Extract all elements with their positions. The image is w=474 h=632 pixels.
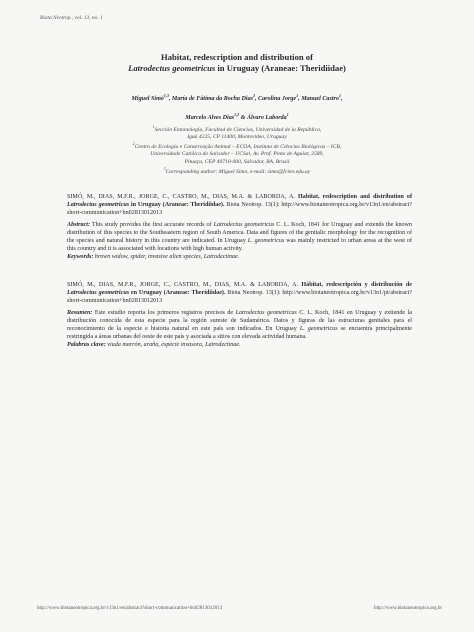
affiliation-line: Iguá 4225, CP 11400, Montevideo, Uruguay <box>187 134 287 141</box>
citation-title-part: en Uruguay (Araneae: Theridiidae). <box>129 290 226 297</box>
affiliation-line: Pituaçu, CEP 40710-000, Salvador, BA, Brasil <box>184 158 290 165</box>
author-name: Álvaro Laborda <box>246 115 287 122</box>
keywords-text: brown widow, spider, invasive alien species, Latrodectinae. <box>93 254 240 261</box>
title-rest: in Uruguay (Araneae: Theridiidae) <box>215 63 346 73</box>
author-name: Marcelo Alves Dias <box>185 115 235 122</box>
footer-url-right[interactable]: http://www.biotaneotropica.org.br <box>373 606 442 611</box>
abstract-species: L. geometricus <box>299 326 338 333</box>
title-line-1: Habitat, redescription and distribution of <box>161 52 313 62</box>
abstract-label: Resumen: <box>67 310 93 316</box>
abstract-text: C. L. Koch, 1841 en Uruguay y extiende la distribución conocida de esta especie para la región sureste de Sudamérica. Datos y figuras de las estructuras genitales para el reconocimiento de la especie e historia natural en este país son indicados. En Uruguay <box>67 310 412 333</box>
citation-authors: SIMÓ, M., DIAS, M.F.R., JORGE, C., CASTRO, M., DIAS, M.A. & LABORDA, A. <box>67 282 302 288</box>
abstract-species: Latrodectus geometricus <box>235 310 297 316</box>
author-list <box>40 88 434 126</box>
author-separator: , <box>168 96 172 103</box>
citation-title-part: in Uruguay (Araneae: Theridiidae). <box>129 202 225 209</box>
author-affiliation-mark: 1 <box>296 93 299 98</box>
footer-url-left[interactable]: http://www.biotaneotropica.org.br/v13n1/en/abstract?short-communication+bn02813012013 <box>37 606 223 611</box>
citation-english <box>67 193 412 217</box>
title-line-2 <box>40 63 434 74</box>
abstract-text: Este estudio reporta los primeros registros precisos de <box>92 310 236 316</box>
author-affiliation-mark: 1,2 <box>234 112 240 118</box>
affiliation-line: Universidade Católica do Salvador – UCSal, Av. Prof. Pinto de Aguiar, 2589, <box>150 151 324 158</box>
abstract-text: C. L. Koch, 1841 for Uruguay and extends the known distribution of this species to the Southeastern region of South America. Data and figures of the genitalic morphology for the recognition of the species and natural history in this country are indicated. In Uruguay <box>67 222 412 245</box>
author-separator: , <box>255 96 259 103</box>
author-name: Carolina Jorge <box>258 96 297 103</box>
author-separator: , <box>298 96 302 103</box>
affiliation-line <box>60 124 414 134</box>
affiliation-line <box>60 166 414 176</box>
abstract-english <box>67 221 412 261</box>
affiliation-text: Corresponding author: Miguel Simó, e-mail: simo@fcien.edu.uy <box>165 168 311 175</box>
author-name: Miguel Simó <box>131 96 164 103</box>
running-head: Biota Neotrop., vol. 13, no. 1 <box>40 15 103 21</box>
citation-title-part: Hábitat, redescripción y distribución de <box>301 282 412 288</box>
author-name: Manuel Castro <box>301 96 339 103</box>
keywords-label: Palabras clave: <box>67 342 106 349</box>
citation-authors: SIMÓ, M., DIAS, M.F.R., JORGE, C., CASTRO, M., DIAS, M.A. & LABORDA, A. <box>67 194 299 200</box>
affiliation-mark: 3 <box>163 166 166 171</box>
author-affiliation-mark: 1,3 <box>163 93 169 98</box>
author-affiliation-mark: 2 <box>253 93 255 98</box>
author-affiliation-mark: 1 <box>338 93 341 98</box>
affiliation-line <box>60 141 414 151</box>
affiliation-text: Centro de Ecologia e Conservação Animal – ECOA, Instituto de Ciências Biológicas – ICB, <box>134 144 342 151</box>
abstract-text: was mainly restricted to urban areas at the west of this country and it is associated with locations with high human activity. <box>67 238 412 253</box>
citation-title-part: Habitat, redescription and distribution of <box>298 194 412 200</box>
author-separator: , <box>340 96 343 103</box>
abstract-text: This study provides the first accurate records of <box>90 222 214 228</box>
affiliation-text: Sección Entomología, Facultad de Ciencias, Universidad de la República, <box>154 126 322 133</box>
author-name: María de Fátima da Rocha Dias <box>171 96 253 103</box>
citation-source: Biota Neotrop. 13(1): http://www.biotaneotropica.org.br/v13n1/en/abstract?short-communication+bn02813012013 <box>67 202 413 217</box>
abstract-label: Abstract: <box>67 222 91 228</box>
abstract-species: L. geometricus <box>247 238 285 245</box>
keywords-label: Keywords: <box>67 254 94 261</box>
citation-species: Latrodectus geometricus <box>67 202 130 209</box>
abstract-species: Latrodectus geometricus <box>213 222 275 228</box>
author-affiliation-mark: 1 <box>286 112 289 118</box>
affiliation-mark: 1 <box>152 125 155 129</box>
citation-species: Latrodectus geometricus <box>67 290 130 297</box>
abstract-text: se encuentra principalmente restringida a áreas urbanas del oeste de este país y asociada a sitios con elevada actividad humana. <box>67 326 412 341</box>
keywords-text: viuda marrón, araña, especie invasora, Latrodectinae. <box>105 342 241 349</box>
citation-spanish <box>67 281 412 305</box>
affiliation-mark: 2 <box>132 142 135 147</box>
author-separator: & <box>239 115 247 122</box>
affiliations <box>60 124 414 176</box>
author-line-1 <box>40 88 434 107</box>
citation-source: Biota Neotrop. 13(1): http://www.biotaneotropica.org.br/v13n1/pt/abstract?short-communication+bn02813012013 <box>67 290 413 305</box>
article-title <box>40 52 434 74</box>
abstract-spanish <box>67 309 412 349</box>
title-species: Latrodectus geometricus <box>128 63 216 73</box>
